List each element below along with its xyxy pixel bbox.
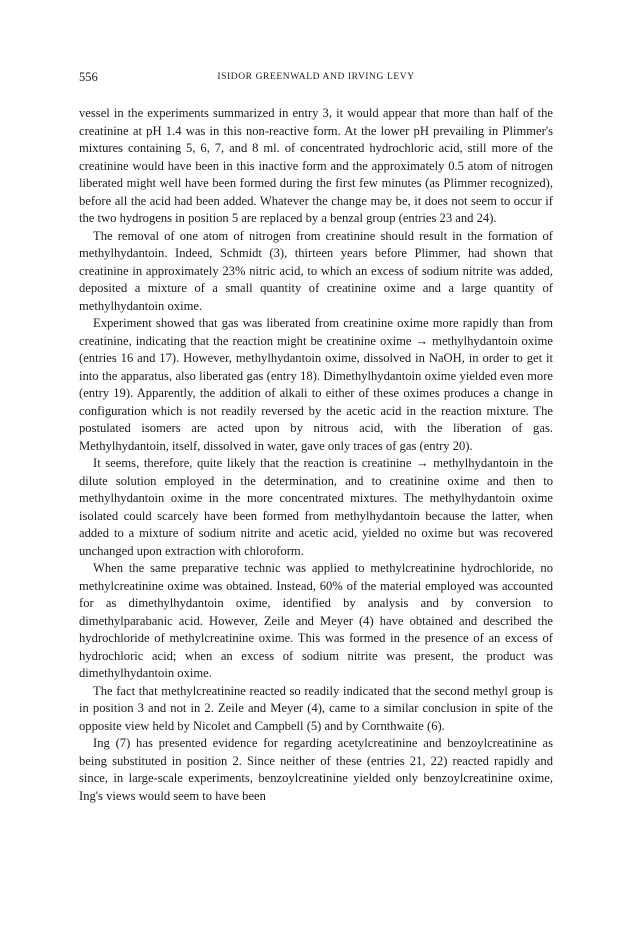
paragraph-ing-evidence: Ing (7) has presented evidence for regarding acetylcreatinine and benzoylcreatinine as being substituted in position 2. Since neither of these (entries 21, 22) reacted rapidly and since, in large-scale experiments, benzoylcreatinine yielded only benzoylcreatinine oxime, Ing's views would seem to have been	[79, 736, 553, 803]
paragraph-methylcreatinine: When the same preparative technic was applied to methylcreatinine hydrochloride, no methylcreatinine oxime was obtained. Instead, 60% of the material employed was accounted for as dimethylhydantoin oxime, identified by analysis and by conversion to dimethylparabanic acid. However, Zeile and Meyer (4) have obtained and described the hydrochloride of methylcreatinine oxime. This was formed in the presence of an excess of hydrochloric acid; when an excess of sodium nitrite was present, the product was dimethylhydantoin oxime.	[79, 561, 553, 680]
page-number: 556	[79, 70, 98, 84]
paragraph-creatinine-oxime-experiment: Experiment showed that gas was liberated from creatinine oxime more rapidly than from creatinine, indicating that the reaction might be creatinine oxime → methylhydantoin oxime (entries 16 and 17). However, methylhydantoin oxime, dissolved in NaOH, in order to get it into the apparatus, also liberated gas (entry 18). Dimethylhydantoin oxime yielded even more (entry 19). Apparently, the addition of alkali to either of these oximes produces a change in configuration which is not readily reversed by the acetic acid in the reaction mixture. The postulated isomers are acted upon by nitrous acid, with the liberation of gas. Methylhydantoin, itself, dissolved in water, gave only traces of gas (entry 20).	[79, 316, 553, 453]
body-text	[79, 105, 553, 805]
paragraph-continued: vessel in the experiments summarized in entry 3, it would appear that more than half of the creatinine at pH 1.4 was in this non-reactive form. At the lower pH prevailing in Plimmer's mixtures containing 5, 6, 7, and 8 ml. of concentrated hydrochloric acid, still more of the creatinine would have been in this inactive form and the approximately 0.5 atom of nitrogen liberated might well have been formed during the first few minutes (as Plimmer recognized), before all the acid had been added. Whatever the change may be, it does not seem to occur if the two hydrogens in position 5 are replaced by a benzal group (entries 23 and 24).	[79, 106, 553, 225]
paragraph-reaction-pathway: It seems, therefore, quite likely that the reaction is creatinine → methylhydantoin in the dilute solution employed in the determination, and to creatinine oxime and then to methylhydantoin oxime in the more concentrated mixtures. The methylhydantoin oxime isolated could scarcely have been formed from methylhydantoin because the latter, when added to a mixture of sodium nitrite and acetic acid, yielded no oxime but was recovered unchanged upon extraction with chloroform.	[79, 456, 553, 558]
paragraph-methyl-group-position: The fact that methylcreatinine reacted so readily indicated that the second methyl group is in position 3 and not in 2. Zeile and Meyer (4), came to a similar conclusion in spite of the opposite view held by Nicolet and Campbell (5) and by Cornthwaite (6).	[79, 683, 553, 733]
journal-page	[79, 69, 553, 805]
running-head: ISIDOR GREENWALD AND IRVING LEVY	[217, 72, 415, 82]
page-header	[79, 69, 553, 85]
paragraph-methylhydantoin-formation: The removal of one atom of nitrogen from creatinine should result in the formation of methylhydantoin. Indeed, Schmidt (3), thirteen years before Plimmer, had shown that creatinine in approximately 23% nitric acid, to which an excess of sodium nitrite was added, deposited a mixture of a small quantity of creatinine oxime and a large quantity of methylhydantoin oxime.	[79, 228, 553, 313]
